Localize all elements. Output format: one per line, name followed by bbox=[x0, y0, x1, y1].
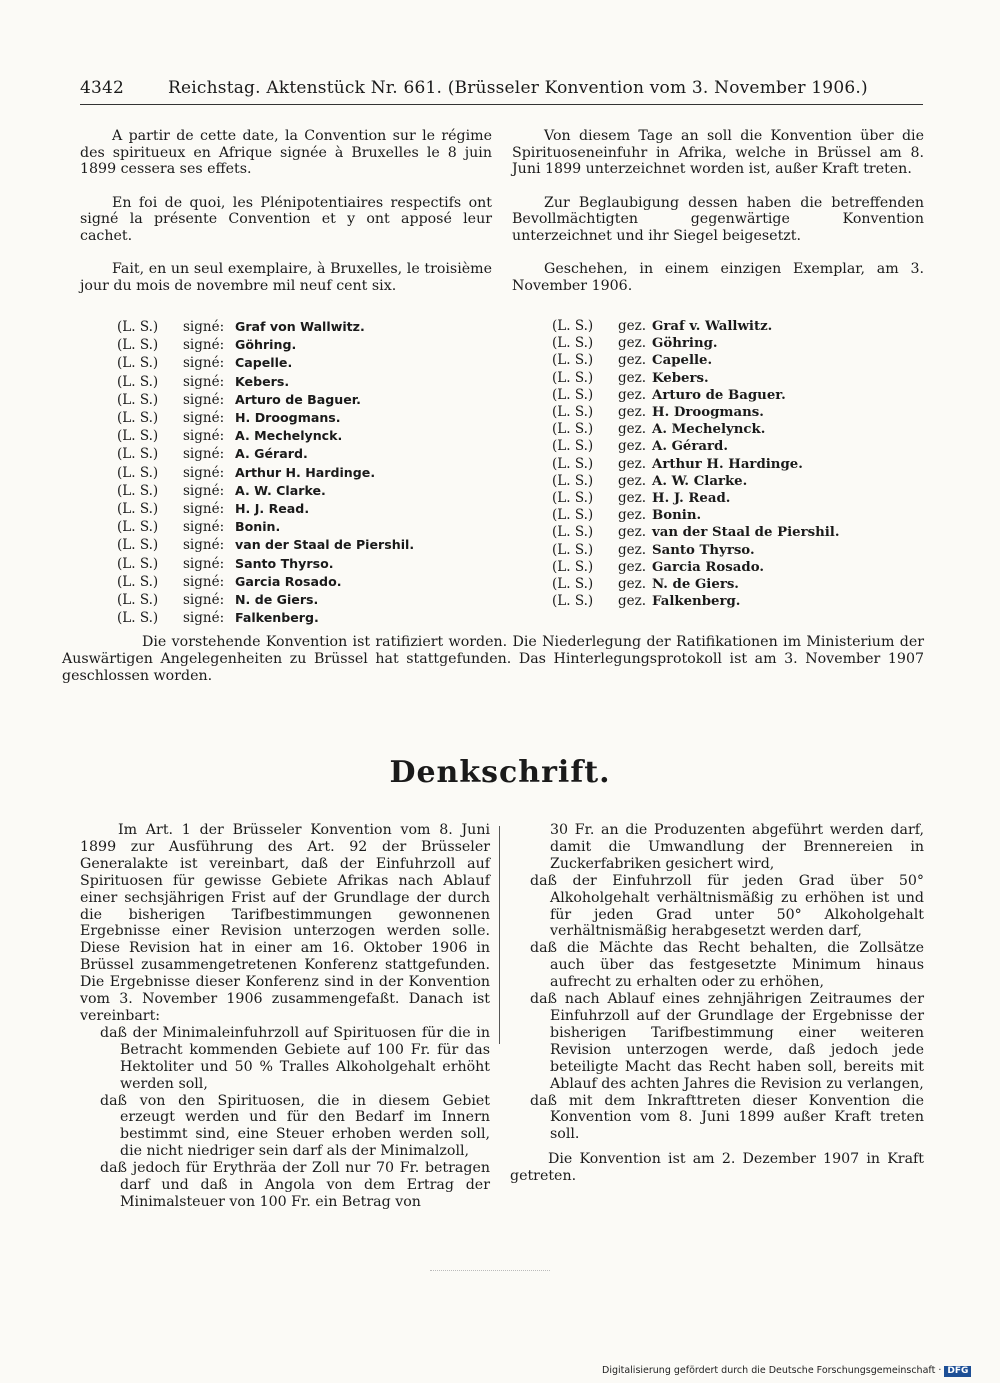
signed-label: signé: bbox=[183, 337, 225, 354]
signatory-name: H. Droogmans. bbox=[235, 410, 341, 426]
signatory-name: Arthur H. Hardinge. bbox=[652, 456, 803, 472]
signatory-name: Graf von Wallwitz. bbox=[235, 319, 365, 334]
seal-mark: (L. S.) bbox=[552, 558, 594, 575]
signatory-name: Garcia Rosado. bbox=[652, 559, 764, 575]
german-signature-row bbox=[552, 352, 839, 369]
french-column bbox=[80, 128, 492, 311]
signed-label: signé: bbox=[183, 410, 225, 427]
german-signature-row bbox=[552, 593, 839, 610]
french-signature-row bbox=[117, 609, 414, 627]
signatory-name: N. de Giers. bbox=[235, 592, 319, 608]
signatory-name: van der Staal de Piershil. bbox=[235, 537, 415, 553]
signed-label: signé: bbox=[183, 519, 225, 536]
denkschrift-item: daß der Einfuhrzoll für jeden Grad über 50° Alkoholgehalt verhältnismäßig zu erhöhen ist und für jeden Grad unter 50° Alkoholgehalt verhältnismäßig herabgesetzt werden darf, bbox=[530, 872, 924, 940]
signed-label: gez. bbox=[618, 490, 647, 507]
seal-mark: (L. S.) bbox=[117, 373, 159, 390]
seal-mark: (L. S.) bbox=[552, 507, 594, 524]
signed-label: gez. bbox=[618, 576, 647, 593]
signed-label: gez. bbox=[618, 438, 647, 455]
seal-mark: (L. S.) bbox=[117, 573, 159, 590]
signatory-name: Bonin. bbox=[235, 519, 281, 535]
french-signature-row bbox=[117, 336, 414, 354]
german-signature-row bbox=[552, 404, 839, 421]
french-paragraph: A partir de cette date, la Convention sur le régime des spiritueux en Afrique signée à Bruxelles le 8 juin 1899 cessera ses effets. bbox=[80, 128, 492, 177]
signed-label: signé: bbox=[183, 319, 225, 335]
page-smudge-divider bbox=[430, 1270, 550, 1271]
seal-mark: (L. S.) bbox=[117, 592, 159, 609]
ratification-note: Die vorstehende Konvention ist ratifiziert worden. Die Niederlegung der Ratifikationen im Ministerium der Auswärtigen Angelegenheiten zu Brüssel hat stattgefunden. Das Hinterlegungsprotokoll ist am 3. November 1907 geschlossen worden. bbox=[62, 634, 924, 684]
german-signature-row bbox=[552, 335, 839, 352]
seal-mark: (L. S.) bbox=[552, 421, 594, 438]
denkschrift-left-column bbox=[80, 822, 490, 1211]
seal-mark: (L. S.) bbox=[117, 519, 159, 536]
seal-mark: (L. S.) bbox=[117, 428, 159, 445]
header-rule bbox=[80, 104, 923, 105]
french-signature-row bbox=[117, 373, 414, 391]
denkschrift-item: daß der Minimaleinfuhrzoll auf Spirituosen für die in Betracht kommenden Gebiete auf 100 Fr. für das Hektoliter und 50 % Tralles Alkoholgehalt erhöht werden soll, bbox=[100, 1024, 490, 1092]
signatory-name: Arturo de Baguer. bbox=[652, 387, 786, 403]
german-signature-row bbox=[552, 559, 839, 576]
signed-label: gez. bbox=[618, 335, 647, 352]
signed-label: signé: bbox=[183, 537, 225, 554]
signatory-name: H. Droogmans. bbox=[652, 405, 764, 421]
german-signature-row bbox=[552, 542, 839, 559]
signatory-name: Santo Thyrso. bbox=[235, 555, 334, 571]
denkschrift-closing: Die Konvention ist am 2. Dezember 1907 in Kraft getreten. bbox=[510, 1151, 924, 1185]
seal-mark: (L. S.) bbox=[117, 355, 159, 372]
french-signature-row bbox=[117, 409, 414, 427]
seal-mark: (L. S.) bbox=[117, 337, 159, 354]
signed-label: gez. bbox=[618, 318, 647, 334]
denkschrift-intro: Im Art. 1 der Brüsseler Konvention vom 8. Juni 1899 zur Ausführung des Art. 92 der Brüsseler Generalakte ist vereinbart, daß der Einfuhrzoll auf Spirituosen für gewisse Gebiete Afrikas nach Ablauf einer sechsjährigen Frist auf der Grundlage der durch die bisherigen Tarifbestimmungen gewonnenen Ergebnisse einer Revision unterzogen werden solle. Diese Revision hat in einer am 16. Oktober 1906 in Brüssel zusammengetretenen Konferenz stattgefunden. Die Ergebnisse dieser Konferenz sind in der Konvention vom 3. November 1906 zusammengefaßt. Danach ist vereinbart: bbox=[80, 822, 490, 1024]
french-signature-row bbox=[117, 591, 414, 609]
signed-label: gez. bbox=[618, 558, 647, 575]
signatory-name: Bonin. bbox=[652, 508, 702, 524]
signed-label: signé: bbox=[183, 555, 225, 572]
german-signature-row bbox=[552, 507, 839, 524]
seal-mark: (L. S.) bbox=[117, 464, 159, 481]
signed-label: signé: bbox=[183, 391, 225, 408]
signed-label: gez. bbox=[618, 507, 647, 524]
seal-mark: (L. S.) bbox=[117, 537, 159, 554]
signatory-name: Santo Thyrso. bbox=[652, 542, 755, 558]
seal-mark: (L. S.) bbox=[117, 555, 159, 572]
signed-label: gez. bbox=[618, 541, 647, 558]
german-paragraph: Geschehen, in einem einzigen Exemplar, am 3. November 1906. bbox=[512, 261, 924, 294]
denkschrift-item: daß von den Spirituosen, die in diesem Gebiet erzeugt werden und für den Bedarf im Innern bestimmt sind, eine Steuer erhoben werden soll, die nicht niedriger sein darf als der Minimalzoll, bbox=[100, 1092, 490, 1160]
seal-mark: (L. S.) bbox=[552, 455, 594, 472]
french-signature-row bbox=[117, 445, 414, 463]
signatory-name: van der Staal de Piershil. bbox=[652, 525, 840, 541]
german-signature-row bbox=[552, 421, 839, 438]
signatory-name: Garcia Rosado. bbox=[235, 573, 342, 589]
seal-mark: (L. S.) bbox=[117, 391, 159, 408]
french-signature-row bbox=[117, 354, 414, 372]
signatory-name: A. W. Clarke. bbox=[652, 473, 748, 489]
signed-label: gez. bbox=[618, 421, 647, 438]
seal-mark: (L. S.) bbox=[552, 524, 594, 541]
seal-mark: (L. S.) bbox=[552, 576, 594, 593]
signed-label: signé: bbox=[183, 592, 225, 609]
french-signature-row bbox=[117, 500, 414, 518]
digitization-credit bbox=[602, 1365, 971, 1377]
seal-mark: (L. S.) bbox=[552, 541, 594, 558]
seal-mark: (L. S.) bbox=[117, 482, 159, 499]
seal-mark: (L. S.) bbox=[117, 610, 159, 627]
seal-mark: (L. S.) bbox=[117, 446, 159, 463]
seal-mark: (L. S.) bbox=[117, 319, 159, 335]
french-paragraph: En foi de quoi, les Plénipotentiaires respectifs ont signé la présente Convention et y ont apposé leur cachet. bbox=[80, 194, 492, 244]
french-signature-row bbox=[117, 536, 414, 554]
denkschrift-title: Denkschrift. bbox=[389, 755, 611, 790]
seal-mark: (L. S.) bbox=[552, 438, 594, 455]
signatory-name: Graf v. Wallwitz. bbox=[652, 319, 773, 334]
dfg-logo: DFG bbox=[944, 1366, 971, 1377]
denkschrift-item: daß nach Ablauf eines zehnjährigen Zeitraumes der Einfuhrzoll auf der Grundlage der Ergebnisse der bisherigen Tarifbestimmung einer weiteren Revision unterzogen werde, daß jedoch jede beteiligte Macht das Recht haben soll, bereits mit Ablauf des achten Jahres die Revision zu verlangen, bbox=[530, 991, 924, 1092]
denkschrift-item: daß mit dem Inkrafttreten dieser Konvention die Konvention vom 8. Juni 1899 außer Kraft treten soll. bbox=[530, 1092, 924, 1143]
denkschrift-right-column bbox=[510, 822, 924, 1185]
signatory-name: Arturo de Baguer. bbox=[235, 391, 361, 407]
signed-label: gez. bbox=[618, 352, 647, 369]
german-signature-row bbox=[552, 473, 839, 490]
french-signature-row bbox=[117, 482, 414, 500]
denkschrift-item: daß jedoch für Erythräa der Zoll nur 70 Fr. betragen darf und daß in Angola von dem Ertrag der Minimalsteuer von 100 Fr. ein Betrag von bbox=[100, 1160, 490, 1210]
french-signature-row bbox=[117, 464, 414, 482]
seal-mark: (L. S.) bbox=[117, 501, 159, 518]
signed-label: gez. bbox=[618, 593, 647, 610]
running-header bbox=[80, 78, 940, 98]
french-signature-row bbox=[117, 391, 414, 409]
signatory-name: Göhring. bbox=[652, 336, 718, 352]
signed-label: signé: bbox=[183, 446, 225, 463]
signatory-name: Arthur H. Hardinge. bbox=[235, 464, 376, 480]
column-divider bbox=[499, 826, 500, 1044]
signed-label: signé: bbox=[183, 428, 225, 445]
denkschrift-item: daß die Mächte das Recht behalten, die Zollsätze auch über das festgesetzte Minimum hinaus aufrecht zu erhalten oder zu erhöhen, bbox=[530, 940, 924, 991]
german-signature-row bbox=[552, 438, 839, 455]
running-title: Reichstag. Aktenstück Nr. 661. (Brüsseler Konvention vom 3. November 1906.) bbox=[168, 78, 868, 98]
signed-label: gez. bbox=[618, 386, 647, 403]
french-signature-row bbox=[117, 427, 414, 445]
seal-mark: (L. S.) bbox=[552, 490, 594, 507]
signatory-name: N. de Giers. bbox=[652, 577, 739, 593]
french-paragraph: Fait, en un seul exemplaire, à Bruxelles, le troisième jour du mois de novembre mil neuf cent six. bbox=[80, 261, 492, 294]
seal-mark: (L. S.) bbox=[552, 593, 594, 610]
german-signature-row bbox=[552, 524, 839, 541]
signed-label: signé: bbox=[183, 373, 225, 390]
signatory-name: A. Mechelynck. bbox=[235, 428, 343, 444]
signed-label: signé: bbox=[183, 573, 225, 590]
signatory-name: A. Gérard. bbox=[652, 439, 728, 455]
german-signature-row bbox=[552, 456, 839, 473]
german-signature-row bbox=[552, 490, 839, 507]
signed-label: signé: bbox=[183, 464, 225, 481]
german-signature-row bbox=[552, 370, 839, 387]
credit-text: Digitalisierung gefördert durch die Deutsche Forschungsgemeinschaft · bbox=[602, 1365, 942, 1376]
signed-label: gez. bbox=[618, 472, 647, 489]
signatory-name: H. J. Read. bbox=[235, 501, 310, 517]
seal-mark: (L. S.) bbox=[552, 318, 594, 334]
seal-mark: (L. S.) bbox=[552, 335, 594, 352]
seal-mark: (L. S.) bbox=[552, 369, 594, 386]
german-signature-row bbox=[552, 576, 839, 593]
page-number: 4342 bbox=[80, 78, 125, 98]
signed-label: signé: bbox=[183, 501, 225, 518]
signatory-name: Falkenberg. bbox=[235, 610, 319, 626]
signed-label: signé: bbox=[183, 610, 225, 627]
signed-label: gez. bbox=[618, 369, 647, 386]
signatory-name: Kebers. bbox=[652, 370, 709, 386]
german-signature-row bbox=[552, 387, 839, 404]
signed-label: gez. bbox=[618, 404, 647, 421]
signatory-name: A. Gérard. bbox=[235, 446, 308, 462]
signed-label: gez. bbox=[618, 524, 647, 541]
signatory-name: Capelle. bbox=[652, 353, 713, 369]
signed-label: signé: bbox=[183, 355, 225, 372]
signatory-name: A. Mechelynck. bbox=[652, 422, 766, 438]
seal-mark: (L. S.) bbox=[552, 472, 594, 489]
signatory-name: A. W. Clarke. bbox=[235, 482, 326, 498]
french-signature-row bbox=[117, 573, 414, 591]
signed-label: gez. bbox=[618, 455, 647, 472]
seal-mark: (L. S.) bbox=[552, 404, 594, 421]
signatory-name: Göhring. bbox=[235, 337, 297, 353]
french-signature-row bbox=[117, 318, 414, 336]
signatory-name: Capelle. bbox=[235, 355, 293, 371]
seal-mark: (L. S.) bbox=[552, 386, 594, 403]
signatory-name: Kebers. bbox=[235, 373, 290, 389]
french-signature-list bbox=[117, 318, 414, 627]
french-signature-row bbox=[117, 555, 414, 573]
french-signature-row bbox=[117, 518, 414, 536]
german-signature-row bbox=[552, 318, 839, 335]
signed-label: signé: bbox=[183, 482, 225, 499]
denkschrift-continuation: 30 Fr. an die Produzenten abgeführt werden darf, damit die Umwandlung der Brennereien in Zuckerfabriken gesichert wird, bbox=[550, 822, 924, 872]
german-column bbox=[512, 128, 924, 311]
signatory-name: H. J. Read. bbox=[652, 491, 731, 507]
seal-mark: (L. S.) bbox=[552, 352, 594, 369]
seal-mark: (L. S.) bbox=[117, 410, 159, 427]
german-paragraph: Von diesem Tage an soll die Konvention über die Spirituoseneinfuhr in Afrika, welche in Brüssel am 8. Juni 1899 unterzeichnet worden ist, außer Kraft treten. bbox=[512, 128, 924, 177]
signatory-name: Falkenberg. bbox=[652, 594, 741, 610]
german-paragraph: Zur Beglaubigung dessen haben die betreffenden Bevollmächtigten gegenwärtige Konvention unterzeichnet und ihr Siegel beigesetzt. bbox=[512, 194, 924, 244]
german-signature-list bbox=[552, 318, 839, 610]
